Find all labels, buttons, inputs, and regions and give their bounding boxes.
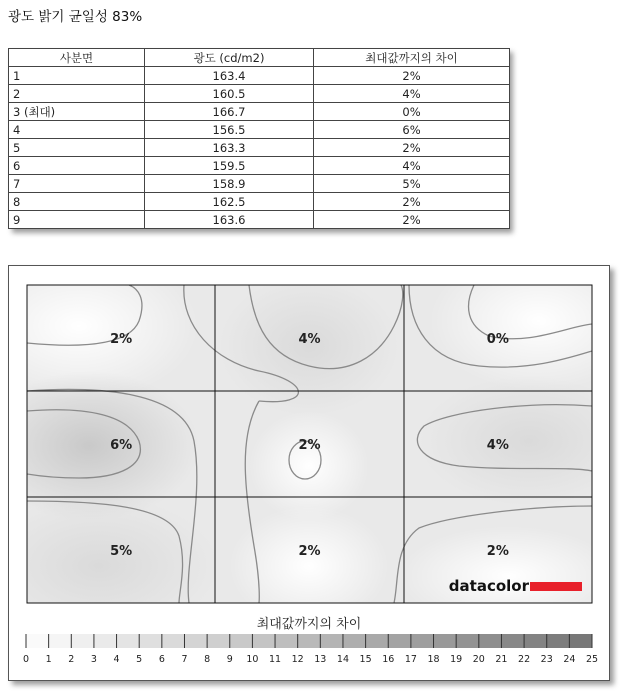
colorbar	[23, 634, 598, 665]
luminance-cell: 158.9	[145, 175, 314, 193]
cell-label: 0%	[486, 332, 509, 347]
colorbar-swatch	[547, 634, 570, 648]
difference-cell: 0%	[314, 103, 510, 121]
quadrant-cell: 7	[9, 175, 145, 193]
colorbar-tick-label: 22	[518, 654, 531, 665]
quadrant-cell: 4	[9, 121, 145, 139]
colorbar-tick-label: 15	[359, 654, 372, 665]
colorbar-tick-label: 3	[90, 654, 97, 665]
luminance-cell: 166.7	[145, 103, 314, 121]
colorbar-title: 최대값까지의 차이	[256, 617, 362, 632]
colorbar-swatch	[94, 634, 117, 648]
table-row	[9, 67, 510, 85]
table-row	[9, 193, 510, 211]
colorbar-swatch	[162, 634, 185, 648]
uniformity-heatmap-panel	[8, 265, 610, 681]
table-row	[9, 121, 510, 139]
colorbar-tick-label: 23	[540, 654, 553, 665]
colorbar-tick-label: 0	[22, 654, 30, 665]
colorbar-swatch	[479, 634, 502, 648]
difference-cell: 5%	[314, 175, 510, 193]
colorbar-tick-label: 24	[563, 654, 576, 665]
page-title: 광도 밝기 균일성 83%	[8, 9, 143, 25]
uniformity-heatmap	[9, 266, 609, 680]
colorbar-tick-label: 25	[585, 654, 599, 665]
quadrant-cell: 6	[9, 157, 145, 175]
colorbar-tick-label: 14	[336, 654, 350, 665]
colorbar-tick-label: 18	[427, 654, 440, 665]
colorbar-swatch	[230, 634, 253, 648]
luminance-cell: 163.4	[145, 67, 314, 85]
header-difference: 최대값까지의 차이	[314, 49, 510, 67]
colorbar-swatch	[434, 634, 457, 648]
colorbar-tick-label: 4	[113, 654, 120, 665]
colorbar-swatch	[298, 634, 321, 648]
cell-label: 2%	[110, 332, 133, 347]
luminance-cell: 160.5	[145, 85, 314, 103]
colorbar-tick-label: 21	[495, 654, 508, 665]
colorbar-tick-label: 7	[181, 654, 188, 665]
luminance-cell: 163.6	[145, 211, 314, 229]
quadrant-cell: 1	[9, 67, 145, 85]
quadrant-cell: 5	[9, 139, 145, 157]
colorbar-swatch	[501, 634, 524, 648]
colorbar-swatch	[320, 634, 343, 648]
svg-text:datacolor: datacolor	[448, 577, 529, 595]
quadrant-cell: 8	[9, 193, 145, 211]
colorbar-swatch	[184, 634, 207, 648]
colorbar-swatch	[456, 634, 479, 648]
colorbar-tick-label: 13	[314, 654, 327, 665]
table-row	[9, 85, 510, 103]
colorbar-swatch	[343, 634, 366, 648]
colorbar-tick-label: 19	[450, 654, 463, 665]
colorbar-tick-label: 8	[204, 654, 211, 665]
quadrant-cell: 3 (최대)	[9, 103, 145, 121]
difference-cell: 2%	[314, 139, 510, 157]
table-row	[9, 157, 510, 175]
colorbar-swatch	[366, 634, 389, 648]
table-row	[9, 103, 510, 121]
header-luminance: 광도 (cd/m2)	[145, 49, 314, 67]
colorbar-swatch	[117, 634, 140, 648]
colorbar-tick-label: 17	[404, 654, 417, 665]
table-row	[9, 211, 510, 229]
colorbar-swatch	[411, 634, 434, 648]
difference-cell: 4%	[314, 85, 510, 103]
colorbar-tick-label: 5	[136, 654, 143, 665]
colorbar-tick-label: 1	[45, 654, 52, 665]
luminance-cell: 159.5	[145, 157, 314, 175]
difference-cell: 2%	[314, 193, 510, 211]
table-row	[9, 139, 510, 157]
header-quadrant: 사분면	[9, 49, 145, 67]
colorbar-tick-label: 9	[226, 654, 233, 665]
quadrant-cell: 9	[9, 211, 145, 229]
difference-cell: 4%	[314, 157, 510, 175]
cell-label: 2%	[486, 544, 509, 559]
difference-cell: 6%	[314, 121, 510, 139]
cell-label: 6%	[110, 438, 133, 453]
colorbar-swatch	[71, 634, 94, 648]
colorbar-tick-label: 20	[472, 654, 485, 665]
colorbar-swatch	[207, 634, 230, 648]
colorbar-tick-label: 6	[158, 654, 165, 665]
colorbar-swatch	[275, 634, 298, 648]
quadrant-cell: 2	[9, 85, 145, 103]
colorbar-tick-label: 11	[268, 654, 282, 665]
table-header-row	[9, 49, 510, 67]
luminance-cell: 156.5	[145, 121, 314, 139]
colorbar-tick-label: 12	[291, 654, 304, 665]
colorbar-swatch	[139, 634, 162, 648]
luminance-cell: 163.3	[145, 139, 314, 157]
luminance-cell: 162.5	[145, 193, 314, 211]
colorbar-swatch	[49, 634, 72, 648]
table-row	[9, 175, 510, 193]
cell-label: 2%	[298, 544, 321, 559]
colorbar-swatch	[26, 634, 49, 648]
cell-label: 2%	[298, 438, 321, 453]
colorbar-swatch	[524, 634, 547, 648]
colorbar-tick-label: 16	[382, 654, 395, 665]
colorbar-swatch	[388, 634, 411, 648]
difference-cell: 2%	[314, 211, 510, 229]
colorbar-tick-label: 2	[68, 654, 75, 665]
cell-label: 5%	[110, 544, 133, 559]
colorbar-tick-label: 10	[246, 654, 259, 665]
cell-label: 4%	[486, 438, 509, 453]
colorbar-swatch	[569, 634, 592, 648]
colorbar-swatch	[252, 634, 275, 648]
cell-label: 4%	[298, 332, 321, 347]
uniformity-table	[8, 48, 509, 229]
difference-cell: 2%	[314, 67, 510, 85]
